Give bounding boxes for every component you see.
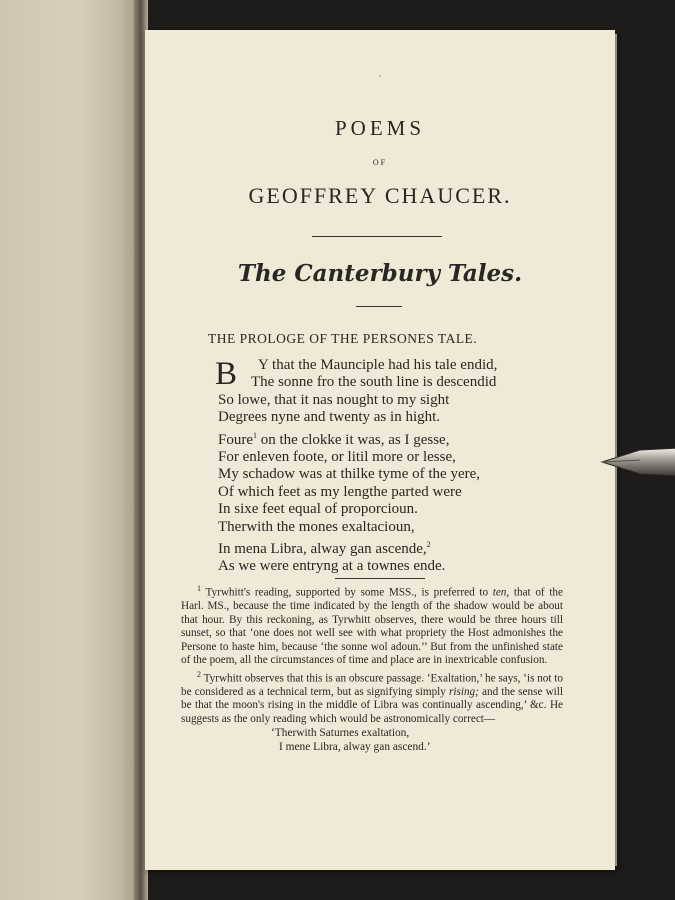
verse-line: The sonne fro the south line is descendid <box>251 374 497 391</box>
subtitle: The Canterbury Tales. <box>237 260 523 287</box>
verse-line: Y that the Maunciple had his tale endid, <box>258 357 498 373</box>
footnote-ref: 1 <box>253 430 257 440</box>
footnote-1 <box>181 582 563 668</box>
pen-nib <box>600 446 675 478</box>
quote-line: I mene Libra, alway gan ascend.’ <box>279 741 431 754</box>
footnote-2 <box>181 668 563 727</box>
verse-line: My schadow was at thilke tyme of the yere, <box>218 466 481 483</box>
footnote-text: Tyrwhitt observes that this is an obscure passage. ‘Exaltation,’ he says, ‘is not to be considered as a technical term, but as signifying simply <box>181 672 564 698</box>
verse-line-text: on the clokke it was, as I gesse, <box>257 431 450 448</box>
footnote-text: and the sense will be that the moon's rising in the middle of Libra was continually ascending,’ &c. He suggests as the only reading which would be astronomically correct— <box>181 685 563 725</box>
verse-line: For enleven foote, or litil more or lesse, <box>218 449 456 466</box>
verse-line: Of which feet as my lengthe parted were <box>218 483 462 500</box>
title-of: OF <box>372 158 388 167</box>
title-author: GEOFFREY CHAUCER. <box>248 183 512 208</box>
verse-line <box>218 427 497 449</box>
footnote-text: Tyrwhitt's reading, supported by some MSS., is preferred to <box>201 586 493 599</box>
verse-line: Therwith the mones exaltacioun, <box>218 518 415 535</box>
section-heading: THE PROLOGE OF THE PERSONES TALE. <box>208 331 478 346</box>
subtitle-rule <box>356 306 402 307</box>
footnotes <box>181 582 563 754</box>
footnote-number: 2 <box>197 669 201 679</box>
verse-line: Degrees nyne and twenty as in hight. <box>218 409 441 426</box>
page-speck <box>379 75 381 77</box>
verse-line: In sixe feet equal of proporcioun. <box>218 501 418 518</box>
footnote-emphasis: rising; <box>449 685 479 698</box>
verse-line-text: Foure <box>218 431 253 448</box>
verse-block <box>215 356 498 576</box>
verse-line-text: In mena Libra, alway gan ascende, <box>218 541 427 558</box>
title-rule <box>312 236 442 237</box>
footnote-rule <box>335 578 425 579</box>
drop-cap: B <box>215 356 238 392</box>
footnote-number: 1 <box>197 584 201 593</box>
verse-line: As we were entryng at a townes ende. <box>218 558 446 575</box>
verse-line <box>218 536 497 558</box>
footnote-emphasis: ten <box>492 586 507 599</box>
title-poems: POEMS <box>334 116 426 140</box>
book-page <box>145 30 615 870</box>
left-page <box>0 0 142 900</box>
footnote-ref: 2 <box>426 540 431 550</box>
footnote-text: , that of the Harl. MS., because the time indicated by the length of the shadow would be about that hour. By this reckoning, as Tyrwhitt observes, there would be three hours till sunset, so that ‘one does not well see with what propriety the Host admonishes the Persone to haste him, because ‘the sonne wol adoun.’’ But from the unfinished state of the poem, all the circumstances of time and place are in inextricable confusion. <box>181 586 563 667</box>
quote-line: ‘Therwith Saturnes exaltation, <box>271 727 410 740</box>
verse-line: So lowe, that it nas nought to my sight <box>218 391 450 408</box>
